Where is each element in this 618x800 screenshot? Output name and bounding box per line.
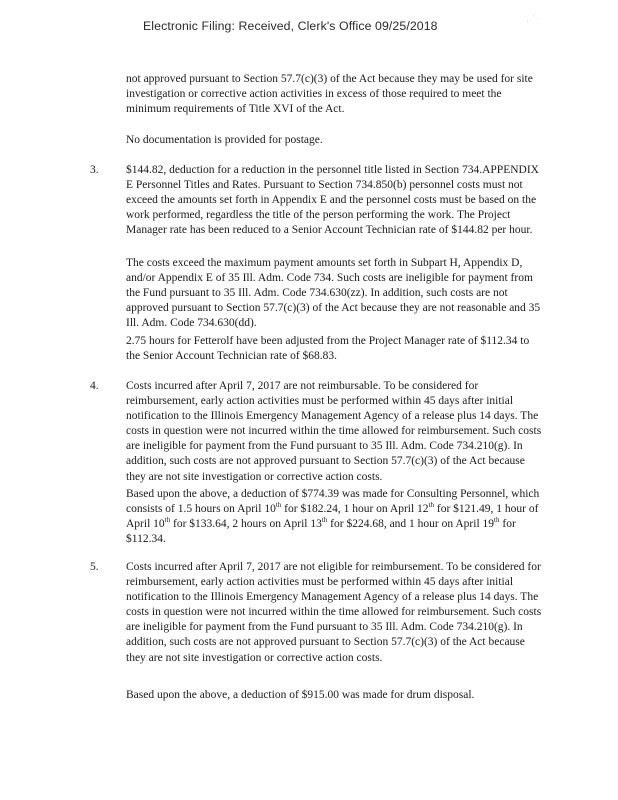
faint-stamp-mark: , . ' . <box>525 13 540 24</box>
paragraph-item-5: Costs incurred after April 7, 2017 are not eligible for reimbursement. To be considered for reimbursement, early action activities must be performed within 45 days after initial notification to the Illinois Emergency Management Agency of a release plus 14 days. The costs in question were not incurred within the time allowed for reimbursement. Such costs are ineligible for payment from the Fund pursuant to 35 Ill. Adm. Code 734.210(g). In addition, such costs are not approved pursuant to Section 57.7(c)(3) of the Act because they are not site investigation or corrective action costs. <box>126 561 542 664</box>
item-number-4: 4. <box>90 380 99 392</box>
paragraph-postage: No documentation is provided for postage. <box>126 134 323 146</box>
item-number-5: 5. <box>90 561 99 573</box>
item-number-3: 3. <box>90 164 99 176</box>
paragraph-item-3: $144.82, deduction for a reduction in the personnel title listed in Section 734.APPENDIX E Personnel Titles and Rates. Pursuant to Section 734.850(b) personnel costs must not exceed the amounts set forth in Appendix E and the personnel costs must be based on the work performed, regardless the title of the person performing the work. The Project Manager rate has been reduced to a Senior Account Technician rate of $144.82 per hour. <box>126 164 539 237</box>
paragraph-fetterolf: 2.75 hours for Fetterolf have been adjusted from the Project Manager rate of $112.34 to the Senior Account Technician rate of $68.83. <box>126 335 530 363</box>
paragraph-item-4: Costs incurred after April 7, 2017 are not reimbursable. To be considered for reimbursement, early action activities must be performed within 45 days after initial notification to the Illinois Emergency Management Agency of a release plus 14 days. The costs in question were not incurred within the time allowed for reimbursement. Such costs are ineligible for payment from the Fund pursuant to 35 Ill. Adm. Code 734.210(g). In addition, such costs are not approved pursuant to Section 57.7(c)(3) of the Act because they are not site investigation or corrective action costs. <box>126 380 542 483</box>
paragraph-consulting-deduction: Based upon the above, a deduction of $774.39 was made for Consulting Personnel, which consists of 1.5 hours on April 10th for $182.24, 1 hour on April 12th for $121.49, 1 hour of April 10th for $133.64, 2 hours on April 13th for $224.68, and 1 hour on April 19th for $112.34. <box>126 488 540 546</box>
filing-stamp-header: Electronic Filing: Received, Clerk's Office 09/25/2018 <box>143 19 438 33</box>
paragraph-drum-disposal: Based upon the above, a deduction of $915.00 was made for drum disposal. <box>126 689 475 701</box>
paragraph-costs-exceed: The costs exceed the maximum payment amounts set forth in Subpart H, Appendix D, and/or Appendix E of 35 Ill. Adm. Code 734. Such costs are ineligible for payment from the Fund pursuant to 35 Ill. Adm. Code 734.630(zz). In addition, such costs are not approved pursuant to Section 57.7(c)(3) of the Act because they are not reasonable and 35 Ill. Adm. Code 734.630(dd). <box>126 257 541 330</box>
paragraph-continuation: not approved pursuant to Section 57.7(c)(3) of the Act because they may be used for site investigation or corrective action activities in excess of those required to meet the minimum requirements of Title XVI of the Act. <box>126 73 533 116</box>
